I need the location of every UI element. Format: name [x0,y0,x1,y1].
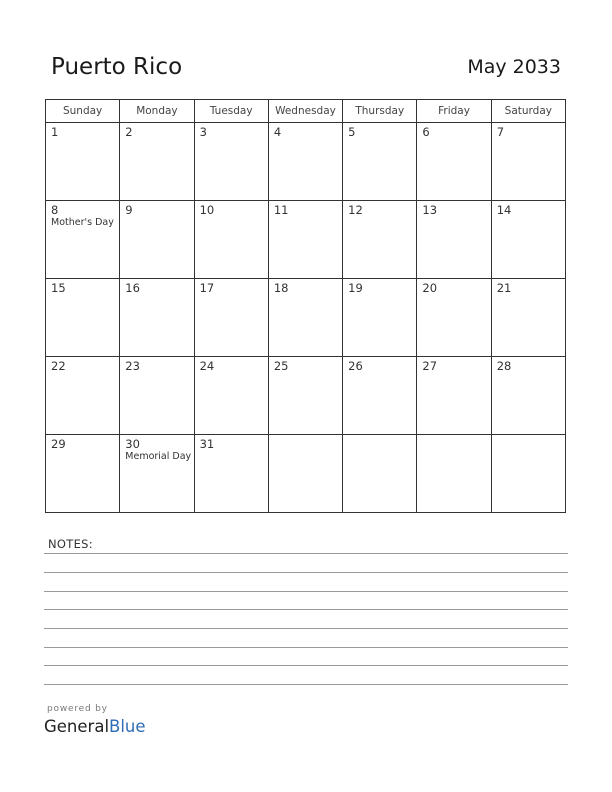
day-number: 16 [125,281,140,295]
day-cell [194,201,268,279]
day-cell [417,357,491,435]
weekday-header: Monday [120,100,194,123]
day-cell [194,435,268,513]
day-number: 3 [199,125,207,139]
generalblue-logo [44,717,146,736]
day-number: 15 [51,281,66,295]
day-number: 13 [422,203,438,217]
day-number: 25 [273,359,289,373]
notes-line [44,609,568,610]
day-cell [491,123,565,201]
day-number: 2 [125,125,133,139]
day-cell [491,279,565,357]
holiday-label: Memorial Day [125,451,192,462]
day-number: 14 [496,203,512,217]
day-cell [120,357,194,435]
day-cell [491,357,565,435]
day-number: 26 [348,359,363,373]
notes-line [44,628,568,629]
notes-line [44,553,568,554]
notes-label: NOTES: [48,537,93,551]
notes-line [44,572,568,573]
day-cell [268,279,342,357]
day-number: 27 [422,359,438,373]
day-number: 8 [51,203,59,217]
day-number: 28 [496,359,512,373]
day-cell [268,357,342,435]
weekday-header: Sunday [46,100,120,123]
notes-line [44,684,568,685]
day-cell [491,435,565,513]
week-row [46,201,566,279]
day-number: 19 [348,281,363,295]
day-number: 12 [348,203,363,217]
day-cell [343,357,417,435]
day-cell [46,435,120,513]
day-number: 24 [199,359,215,373]
day-cell [343,123,417,201]
day-number: 20 [422,281,438,295]
day-number [269,435,342,437]
day-number [492,435,565,437]
day-cell [46,201,120,279]
week-row [46,357,566,435]
day-number: 22 [51,359,66,373]
day-cell [46,279,120,357]
day-cell [46,357,120,435]
day-number: 6 [422,125,430,139]
weekday-header-row [46,100,566,123]
day-number [343,435,416,437]
day-cell [417,201,491,279]
day-number: 29 [51,437,66,451]
weekday-header: Friday [417,100,491,123]
day-cell [491,201,565,279]
week-row [46,435,566,513]
day-cell [120,201,194,279]
day-number: 18 [273,281,289,295]
brand-blue-text: Blue [109,717,146,736]
day-cell [120,123,194,201]
day-cell [46,123,120,201]
day-number: 31 [199,437,215,451]
day-cell [417,123,491,201]
day-cell [194,123,268,201]
day-number: 1 [51,125,59,139]
weekday-header: Wednesday [268,100,342,123]
day-cell [343,201,417,279]
day-number: 4 [273,125,282,139]
day-number: 11 [273,203,289,217]
week-row [46,279,566,357]
day-number: 5 [348,125,356,139]
weekday-header: Thursday [343,100,417,123]
day-cell [268,435,342,513]
day-cell [343,279,417,357]
weekday-header: Saturday [491,100,565,123]
day-number: 7 [496,125,505,139]
brand-general-text: General [44,717,110,736]
day-cell [120,435,194,513]
notes-line [44,647,568,648]
notes-line [44,591,568,592]
day-number: 21 [496,281,512,295]
calendar-grid [45,99,566,513]
day-number: 17 [199,281,215,295]
notes-line [44,665,568,666]
day-number [417,435,490,437]
month-year-title: May 2033 [467,56,561,78]
day-cell [120,279,194,357]
week-row [46,123,566,201]
day-cell [194,357,268,435]
day-cell [417,435,491,513]
day-cell [194,279,268,357]
day-number: 30 [125,437,140,451]
weekday-header: Tuesday [194,100,268,123]
country-title: Puerto Rico [51,54,183,80]
day-number: 9 [125,203,133,217]
day-cell [268,201,342,279]
powered-by-text: powered by [47,704,108,714]
holiday-label: Mother's Day [51,217,114,228]
day-cell [343,435,417,513]
day-cell [417,279,491,357]
day-cell [268,123,342,201]
day-number: 10 [199,203,215,217]
day-number: 23 [125,359,140,373]
